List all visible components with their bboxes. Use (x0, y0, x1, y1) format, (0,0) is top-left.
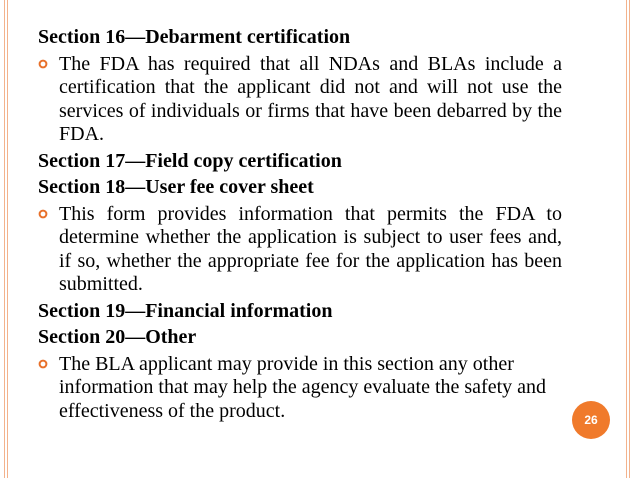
slide-frame-right-inner (626, 0, 627, 478)
bullet-text: The FDA has required that all NDAs and BLAs include a certification that the applicant did not and will not use the services of individuals or firms that have been debarred by the FDA. (59, 52, 562, 145)
section-heading: Section 16—Debarment certification (38, 26, 351, 48)
section-heading: Section 17—Field copy certification (38, 149, 342, 172)
ring-bullet-icon (38, 59, 48, 69)
page-number-badge: 26 (572, 401, 610, 439)
bullet-item (38, 353, 559, 424)
bullet-text: This form provides information that permits the FDA to determine whether the application is subject to user fees and, if so, whether the appropriate fee for the application has been submitted. (59, 202, 562, 295)
bullet-item (38, 53, 562, 147)
bullet-text: The BLA applicant may provide in this section any other information that may help the agency evaluate the safety and effectiveness of the product. (59, 352, 547, 422)
section-heading: Section 18—User fee cover sheet (38, 176, 314, 198)
slide-frame-left-outer (4, 0, 5, 478)
ring-bullet-icon (38, 359, 48, 369)
ring-bullet-icon (38, 209, 48, 219)
bullet-item (38, 203, 562, 297)
slide-frame-left-inner (7, 0, 8, 478)
section-heading: Section 19—Financial information (38, 299, 333, 322)
slide-frame-right-outer (629, 0, 630, 478)
slide-content (38, 26, 562, 426)
section-heading: Section 20—Other (38, 326, 197, 348)
